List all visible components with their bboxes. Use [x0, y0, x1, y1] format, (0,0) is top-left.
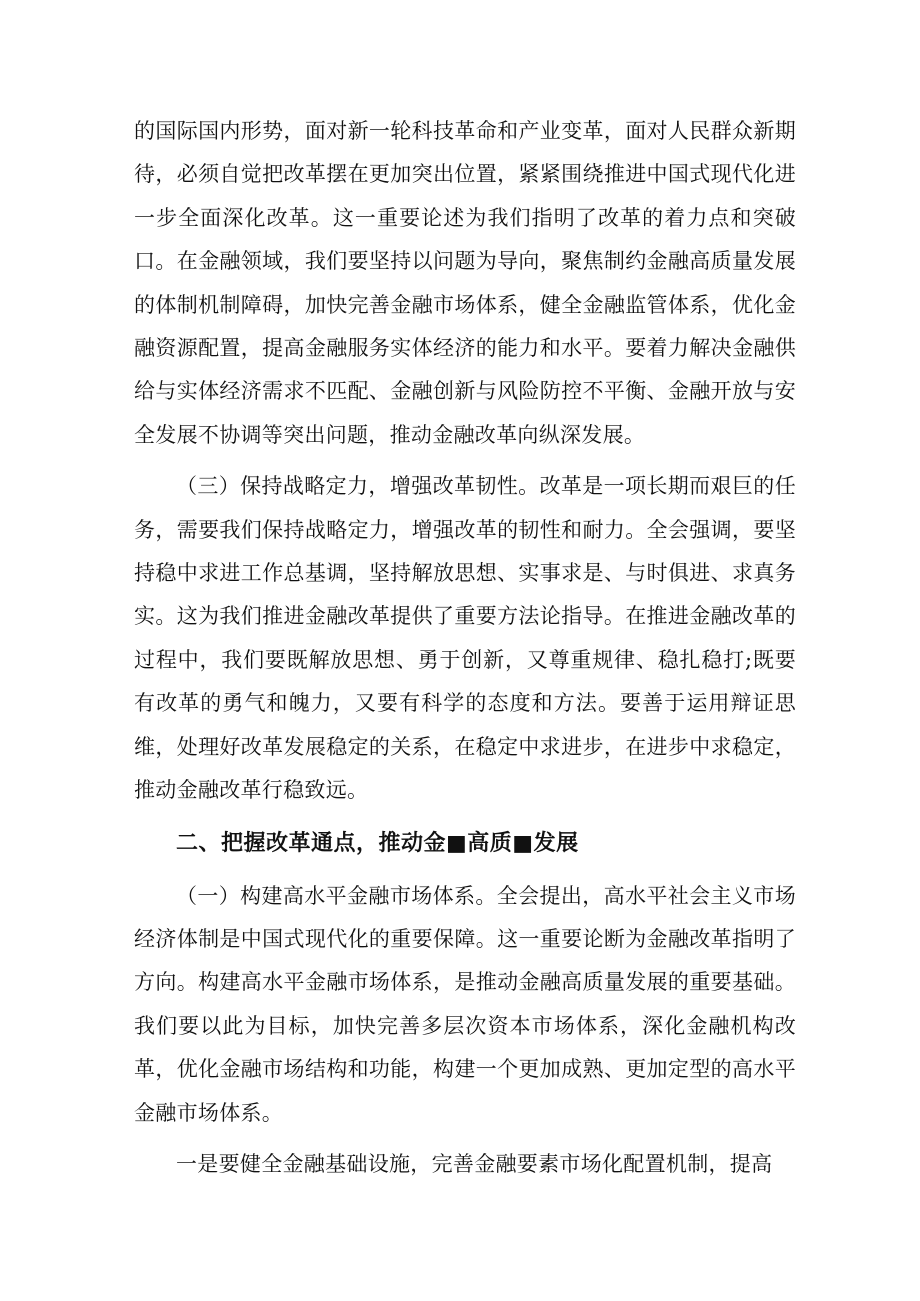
document-body	[134, 110, 796, 1186]
paragraph-point-one: 一是要健全金融基础设施，完善金融要素市场化配置机制，提高	[176, 1151, 773, 1176]
paragraph-section-one: （一）构建高水平金融市场体系。全会提出，高水平社会主义市场经济体制是中国式现代化的重要保障。这一重要论断为金融改革指明了方向。构建高水平金融市场体系，是推动金融高质量发展的重要基础。我们要以此为目标，加快完善多层次资本市场体系，深化金融机构改革，优化金融市场结构和功能，构建一个更加成熟、更加定型的高水平金融市场体系。	[134, 883, 796, 1125]
section-heading: 二、把握改革通点，推动金■高质■发展	[176, 830, 579, 856]
paragraph-section-three: （三）保持战略定力，增强改革韧性。改革是一项长期而艰巨的任务，需要我们保持战略定力，增强改革的韧性和耐力。全会强调，要坚持稳中求进工作总基调，坚持解放思想、实事求是、与时俱进、求真务实。这为我们推进金融改革提供了重要方法论指导。在推进金融改革的过程中，我们要既解放思想、勇于创新，又尊重规律、稳扎稳打;既要有改革的勇气和魄力，又要有科学的态度和方法。要善于运用辩证思维，处理好改革发展稳定的关系，在稳定中求进步，在进步中求稳定，推动金融改革行稳致远。	[134, 474, 796, 803]
paragraph-continued: 的国际国内形势，面对新一轮科技革命和产业变革，面对人民群众新期待，必须自觉把改革摆在更加突出位置，紧紧围绕推进中国式现代化进一步全面深化改革。这一重要论述为我们指明了改革的着力点和突破口。在金融领域，我们要坚持以问题为导向，聚焦制约金融高质量发展的体制机制障碍，加快完善金融市场体系，健全金融监管体系，优化金融资源配置，提高金融服务实体经济的能力和水平。要着力解决金融供给与实体经济需求不匹配、金融创新与风险防控不平衡、金融开放与安全发展不协调等突出问题，推动金融改革向纵深发展。	[134, 119, 796, 447]
